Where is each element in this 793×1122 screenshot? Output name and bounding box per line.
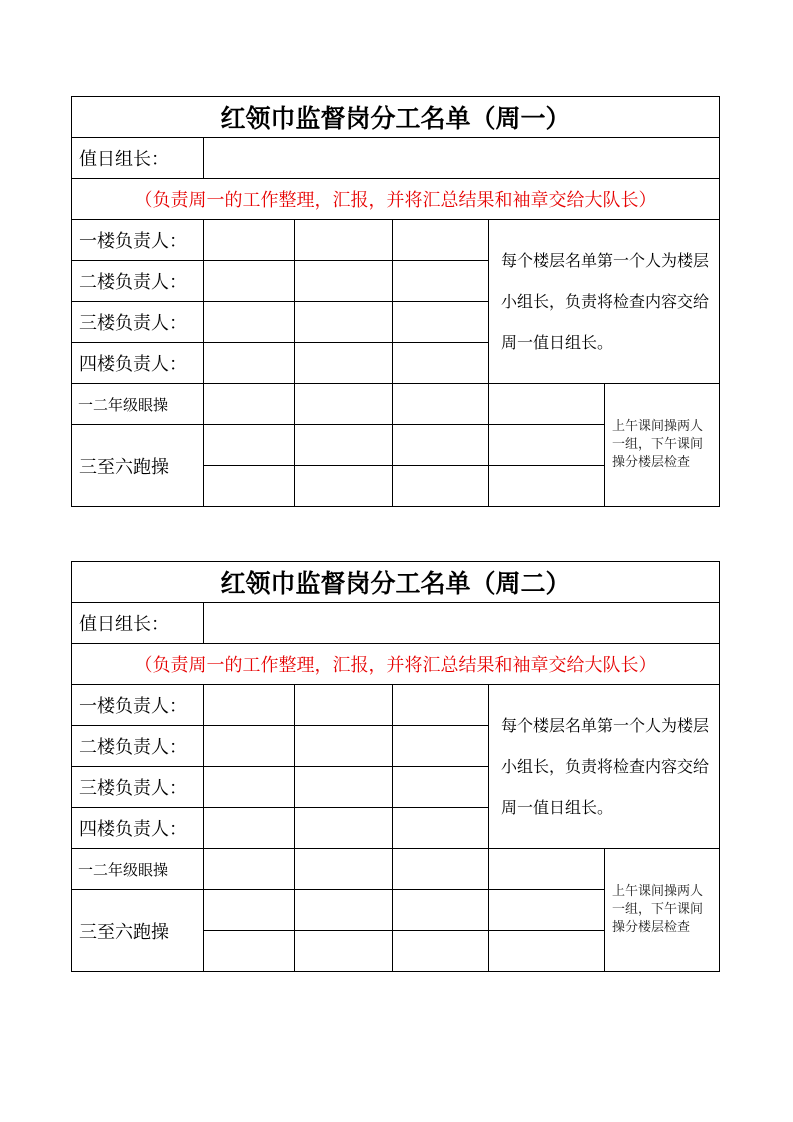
name-cell[interactable] [204, 685, 295, 726]
name-cell[interactable] [295, 685, 393, 726]
name-cell[interactable] [295, 466, 393, 507]
leader-label: 值日组长： [72, 138, 204, 179]
name-cell[interactable] [393, 808, 489, 849]
name-cell[interactable] [204, 384, 295, 425]
name-cell[interactable] [393, 767, 489, 808]
name-cell[interactable] [393, 425, 489, 466]
floor-note: 每个楼层名单第一个人为楼层小组长，负责将检查内容交给周一值日组长。 [489, 220, 720, 384]
name-cell[interactable] [204, 849, 295, 890]
name-cell[interactable] [295, 890, 393, 931]
duty-roster-table [71, 561, 720, 972]
table-title: 红领巾监督岗分工名单（周二） [72, 562, 720, 603]
name-cell[interactable] [489, 849, 605, 890]
name-cell[interactable] [489, 466, 605, 507]
name-cell[interactable] [295, 726, 393, 767]
name-cell[interactable] [295, 261, 393, 302]
name-cell[interactable] [489, 384, 605, 425]
name-cell[interactable] [204, 767, 295, 808]
name-cell[interactable] [489, 890, 605, 931]
name-cell[interactable] [204, 343, 295, 384]
name-cell[interactable] [393, 302, 489, 343]
name-cell[interactable] [393, 466, 489, 507]
name-cell[interactable] [204, 425, 295, 466]
name-cell[interactable] [204, 808, 295, 849]
name-cell[interactable] [393, 890, 489, 931]
table-title: 红领巾监督岗分工名单（周一） [72, 97, 720, 138]
duty-table-tuesday [71, 561, 719, 972]
name-cell[interactable] [295, 343, 393, 384]
running-label: 三至六跑操 [72, 890, 204, 972]
name-cell[interactable] [489, 425, 605, 466]
eye-exercise-label: 一二年级眼操 [72, 849, 204, 890]
name-cell[interactable] [393, 849, 489, 890]
name-cell[interactable] [295, 849, 393, 890]
leader-input-cell[interactable] [204, 603, 720, 644]
name-cell[interactable] [393, 343, 489, 384]
name-cell[interactable] [204, 220, 295, 261]
name-cell[interactable] [295, 931, 393, 972]
name-cell[interactable] [489, 931, 605, 972]
leader-input-cell[interactable] [204, 138, 720, 179]
exercise-note: 上午课间操两人一组，下午课间操分楼层检查 [605, 384, 720, 507]
name-cell[interactable] [393, 685, 489, 726]
exercise-note: 上午课间操两人一组，下午课间操分楼层检查 [605, 849, 720, 972]
floor-3-label: 三楼负责人： [72, 767, 204, 808]
name-cell[interactable] [204, 931, 295, 972]
name-cell[interactable] [295, 808, 393, 849]
name-cell[interactable] [295, 384, 393, 425]
leader-label: 值日组长： [72, 603, 204, 644]
floor-note: 每个楼层名单第一个人为楼层小组长，负责将检查内容交给周一值日组长。 [489, 685, 720, 849]
floor-2-label: 二楼负责人： [72, 726, 204, 767]
name-cell[interactable] [295, 425, 393, 466]
floor-3-label: 三楼负责人： [72, 302, 204, 343]
name-cell[interactable] [295, 767, 393, 808]
floor-1-label: 一楼负责人： [72, 220, 204, 261]
duty-table-monday [71, 96, 719, 507]
instruction-text: （负责周一的工作整理，汇报，并将汇总结果和袖章交给大队长） [72, 179, 720, 220]
name-cell[interactable] [393, 384, 489, 425]
name-cell[interactable] [204, 261, 295, 302]
duty-roster-table [71, 96, 720, 507]
name-cell[interactable] [393, 726, 489, 767]
name-cell[interactable] [393, 931, 489, 972]
name-cell[interactable] [204, 890, 295, 931]
name-cell[interactable] [204, 302, 295, 343]
name-cell[interactable] [204, 466, 295, 507]
name-cell[interactable] [393, 220, 489, 261]
name-cell[interactable] [295, 220, 393, 261]
floor-1-label: 一楼负责人： [72, 685, 204, 726]
floor-4-label: 四楼负责人： [72, 343, 204, 384]
floor-2-label: 二楼负责人： [72, 261, 204, 302]
instruction-text: （负责周一的工作整理，汇报，并将汇总结果和袖章交给大队长） [72, 644, 720, 685]
floor-4-label: 四楼负责人： [72, 808, 204, 849]
name-cell[interactable] [295, 302, 393, 343]
running-label: 三至六跑操 [72, 425, 204, 507]
eye-exercise-label: 一二年级眼操 [72, 384, 204, 425]
name-cell[interactable] [393, 261, 489, 302]
name-cell[interactable] [204, 726, 295, 767]
